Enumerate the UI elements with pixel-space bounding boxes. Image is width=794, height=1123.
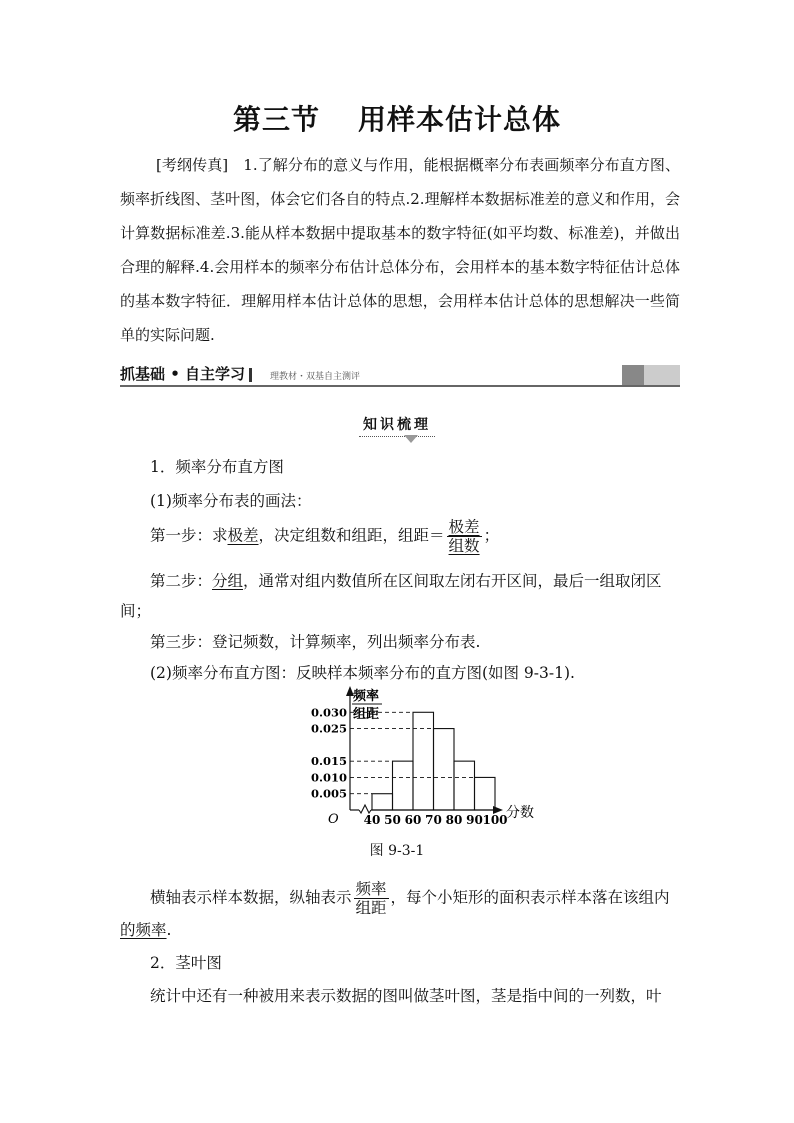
triangle-down-icon bbox=[404, 435, 418, 443]
section-label: 抓基础 • 自主学习 bbox=[120, 365, 246, 383]
fraction-freq-over-width: $\frac{\text{频率}}{\text{组距}}$ bbox=[355, 880, 387, 917]
page-title: 第三节 用样本估计总体 bbox=[232, 103, 562, 136]
histogram-bar bbox=[413, 712, 434, 810]
x-tick-label: 50 bbox=[384, 813, 401, 827]
divider-bar bbox=[249, 368, 252, 382]
step-two-cont: 间； bbox=[120, 602, 152, 620]
paragraph-stem-leaf: 统计中还有一种被用来表示数据的图叫做茎叶图，茎是指中间的一列数，叶 bbox=[150, 987, 662, 1005]
intro-label: [考纲传真] bbox=[156, 156, 229, 174]
band-decor-dark bbox=[622, 365, 644, 385]
x-tick-label: 40 bbox=[363, 813, 381, 827]
histogram-bar bbox=[454, 761, 475, 810]
x-tick-label: 80 bbox=[445, 813, 463, 827]
section-sublabel: 理教材・双基自主测评 bbox=[270, 372, 361, 382]
paragraph-histogram-def: (2)频率分布直方图：反映样本频率分布的直方图(如图 9-3-1). bbox=[150, 664, 575, 682]
origin-label: O bbox=[328, 812, 339, 827]
axis-break-icon bbox=[359, 805, 371, 813]
fraction-range-over-groups: $\frac{\text{极差}}{\text{组数}}$ bbox=[448, 518, 480, 555]
paragraph-axis-desc: 横轴表示样本数据，纵轴表示 $\frac{\text{频率}}{\text{组距}}$ ，每个小矩形的面积表示样本落在该组内 bbox=[150, 880, 670, 917]
x-tick-label: 60 bbox=[404, 813, 422, 827]
histogram-bar bbox=[393, 761, 414, 810]
histogram-bar bbox=[475, 777, 496, 810]
heading-stem-leaf: 2．茎叶图 bbox=[150, 954, 222, 972]
x-axis-label: 分数 bbox=[506, 805, 534, 821]
section-band bbox=[120, 365, 680, 387]
x-tick-label: 90 bbox=[466, 813, 483, 827]
paragraph-axis-desc-cont: 的频率. bbox=[120, 921, 172, 939]
step-two: 第二步：分组，通常对组内数值所在区间取左闭右开区间，最后一组取闭区 bbox=[150, 572, 662, 590]
histogram-bar bbox=[434, 729, 455, 810]
y-axis-label-num: 频率 bbox=[353, 689, 380, 704]
knowledge-heading: 知识梳理 bbox=[0, 414, 794, 437]
x-tick-label: 70 bbox=[425, 813, 442, 827]
x-tick-label: 100 bbox=[482, 813, 508, 827]
y-tick-label: 0.025 bbox=[310, 721, 347, 736]
y-tick-label: 0.015 bbox=[310, 754, 347, 769]
histogram-bar bbox=[372, 794, 393, 810]
y-tick-label: 0.030 bbox=[310, 705, 347, 720]
figure-caption: 图 9-3-1 bbox=[369, 843, 425, 859]
heading-histogram: 1．频率分布直方图 bbox=[150, 458, 284, 476]
syllabus-intro bbox=[120, 148, 680, 352]
step-one: 第一步：求极差，决定组数和组距，组距＝ $\frac{\text{极差}}{\text{组数}}$ ； bbox=[150, 518, 500, 555]
paragraph-table-method: (1)频率分布表的画法： bbox=[150, 492, 312, 510]
y-tick-label: 0.005 bbox=[310, 786, 347, 801]
y-tick-label: 0.010 bbox=[310, 770, 347, 785]
histogram-chart bbox=[290, 686, 540, 828]
band-decor-light bbox=[644, 365, 680, 385]
step-three: 第三步：登记频数，计算频率，列出频率分布表. bbox=[150, 633, 481, 651]
intro-text: 1.了解分布的意义与作用，能根据概率分布表画频率分布直方图、频率折线图、茎叶图，体会它们各自的特点.2.理解样本数据标准差的意义和作用，会计算数据标准差.3.能从样本数据中提取基本的数字特征(如平均数、标准差)，并做出合理的解释.4.会用样本的频率分布估计总体分布，会用样本的基本数字特征估计总体的基本数字特征．理解用样本估计总体的思想，会用样本估计总体的思想解决一些简单的实际问题. bbox=[120, 156, 680, 344]
y-axis-label-den: 组距 bbox=[353, 707, 380, 722]
